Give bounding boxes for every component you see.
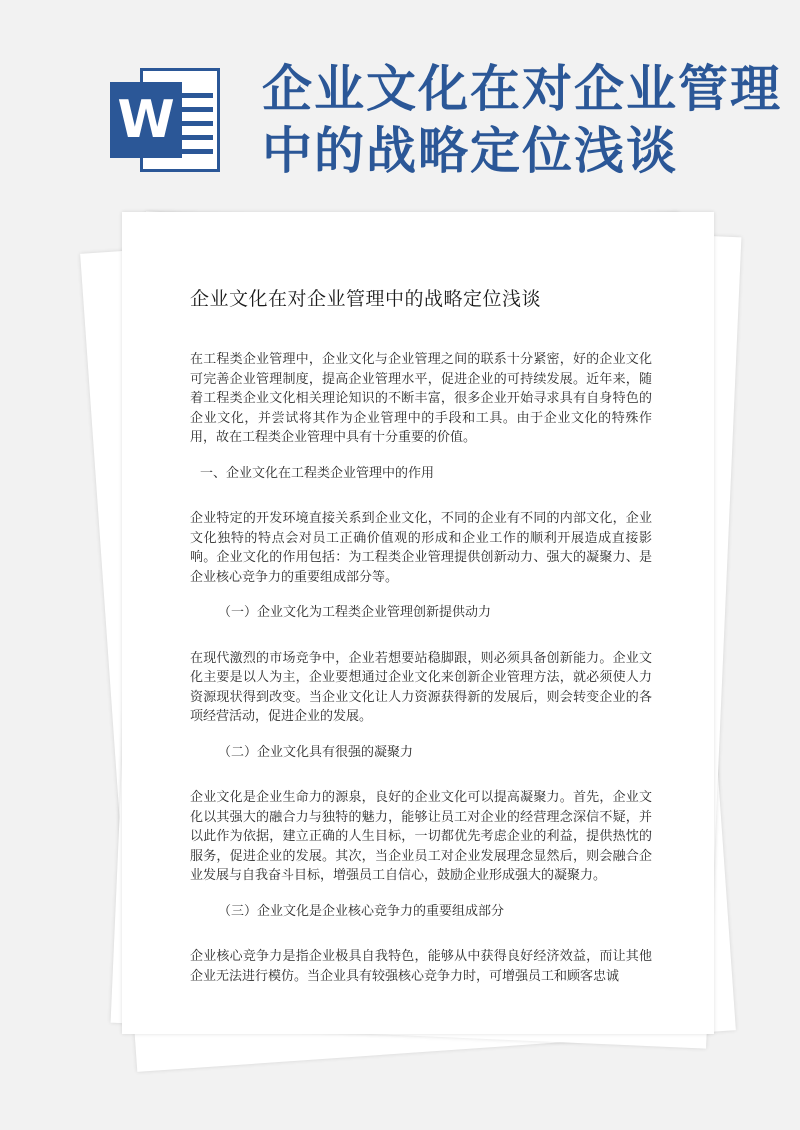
paragraph-intro: 在工程类企业管理中，企业文化与企业管理之间的联系十分紧密，好的企业文化可完善企业管理制度，提高企业管理水平，促进企业的可持续发展。近年来，随着工程类企业文化相关理论知识的不断丰富，很多企业开始寻求具有自身特色的企业文化，并尝试将其作为企业管理中的手段和工具。由于企业文化的特殊作用，故在工程类企业管理中具有十分重要的价值。	[190, 352, 652, 445]
header-title: 企业文化在对企业管理中的战略定位浅谈	[262, 60, 782, 180]
subsection-heading-3: （三）企业文化是企业核心竞争力的重要组成部分	[218, 903, 505, 919]
word-icon	[110, 68, 220, 172]
word-badge-letter: W	[110, 82, 182, 158]
subsection-heading-2: （二）企业文化具有很强的凝聚力	[218, 744, 414, 760]
paragraph-section-1: 企业特定的开发环境直接关系到企业文化，不同的企业有不同的内部文化，企业文化独特的特点会对员工正确价值观的形成和企业工作的顺利开展造成直接影响。企业文化的作用包括：为工程类企业管理提供创新动力、强大的凝聚力、是企业核心竞争力的重要组成部分等。	[190, 511, 652, 585]
section-heading-1: 一、企业文化在工程类企业管理中的作用	[200, 465, 435, 481]
header-banner	[0, 0, 800, 200]
subsection-heading-1: （一）企业文化为工程类企业管理创新提供动力	[218, 605, 492, 620]
paragraph-subsection-2: 企业文化是企业生命力的源泉，良好的企业文化可以提高凝聚力。首先，企业文化以其强大的融合力与独特的魅力，能够让员工对企业的经营理念深信不疑，并以此作为依据，建立正确的人生目标，一切都优先考虑企业的利益，提供热忱的服务，促进企业的发展。其次，当企业员工对企业发展理念显然后，则会融合企业发展与自我奋斗目标，增强员工自信心，鼓励企业形成强大的凝聚力。	[190, 790, 652, 883]
document-page	[122, 212, 714, 1034]
paragraph-subsection-1: 在现代激烈的市场竞争中，企业若想要站稳脚跟，则必须具备创新能力。企业文化主要是以人为主，企业要想通过企业文化来创新企业管理方法，就必须使人力资源现状得到改变。当企业文化让人力资源获得新的发展后，则会转变企业的各项经营活动，促进企业的发展。	[190, 650, 652, 724]
document-body	[190, 350, 652, 986]
paragraph-subsection-3: 企业核心竞争力是指企业极具自我特色，能够从中获得良好经济效益，而让其他企业无法进行模仿。当企业具有较强核心竞争力时，可增强员工和顾客忠诚	[190, 949, 652, 984]
document-title: 企业文化在对企业管理中的战略定位浅谈	[190, 288, 542, 310]
